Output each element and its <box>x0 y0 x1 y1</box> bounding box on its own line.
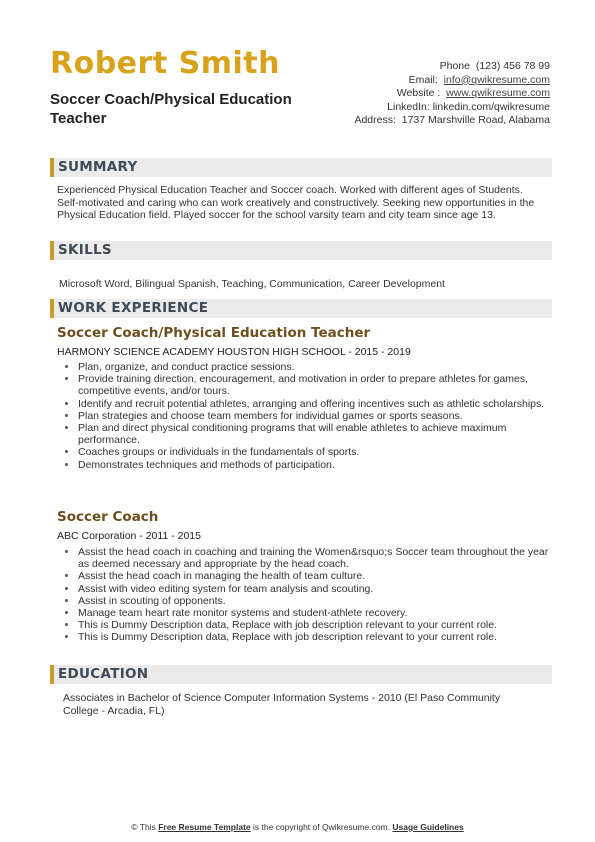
list-item: • Assist the head coach in coaching and training the Women&rsquo;s Soccer team throughout the year as deemed necessary and appropriate by the head coach. <box>78 546 558 570</box>
job-title: Soccer Coach/Physical Education Teacher <box>57 325 371 341</box>
linkedin-label: LinkedIn: <box>387 100 430 113</box>
skills-heading: SKILLS <box>58 242 112 258</box>
job-duties-list <box>62 361 558 471</box>
usage-guidelines-link[interactable]: Usage Guidelines <box>392 822 464 832</box>
job-duties-list <box>62 546 558 644</box>
phone-value: (123) 456 78 99 <box>475 60 550 72</box>
list-item: • Manage team heart rate monitor systems and student-athlete recovery. <box>78 607 558 619</box>
linkedin-value: linkedin.com/qwikresume <box>432 100 550 113</box>
section-accent-bar <box>50 665 54 684</box>
list-item: • Assist in scouting of opponents. <box>78 595 558 607</box>
contact-phone <box>354 60 550 74</box>
skills-section-header <box>50 241 552 260</box>
list-item: • Provide training direction, encouragement, and motivation in order to prepare athletes for games, competitive events, and/or tours. <box>78 373 558 397</box>
education-section-header <box>50 665 552 684</box>
candidate-name: Robert Smith <box>50 46 280 81</box>
education-heading: EDUCATION <box>58 666 149 682</box>
contact-block <box>354 60 550 128</box>
skills-text: Microsoft Word, Bilingual Spanish, Teaching, Communication, Career Development <box>59 278 445 290</box>
phone-label: Phone <box>439 60 470 72</box>
job-company: ABC Corporation - 2011 - 2015 <box>57 530 201 542</box>
list-item: • Assist the head coach in managing the health of team culture. <box>78 570 558 582</box>
candidate-title: Soccer Coach/Physical Education Teacher <box>50 91 292 127</box>
contact-website <box>354 87 550 101</box>
summary-text: Experienced Physical Education Teacher and Soccer coach. Worked with different ages of Students. Self-motivated and caring who can work creatively and constructively. Seeking new opportunities in the Physical Education field. Played soccer for the school varsity team and city team since age 13. <box>57 184 535 221</box>
copyright-footer <box>0 822 595 832</box>
section-accent-bar <box>50 241 54 260</box>
list-item: • This is Dummy Description data, Replace with job description relevant to your current role. <box>78 619 558 631</box>
contact-address <box>354 114 550 128</box>
email-label: Email: <box>408 73 438 86</box>
work-section-header <box>50 299 552 318</box>
website-link[interactable]: www.qwikresume.com <box>446 87 550 99</box>
section-accent-bar <box>50 299 54 318</box>
summary-heading: SUMMARY <box>58 159 138 175</box>
education-text: Associates in Bachelor of Science Computer Information Systems - 2010 (El Paso Community College - Arcadia, FL) <box>63 692 501 717</box>
list-item: • Identify and recruit potential athletes, arranging and offering incentives such as athletic scholarships. <box>78 398 558 410</box>
free-resume-template-link[interactable]: Free Resume Template <box>158 822 251 832</box>
list-item: • Plan, organize, and conduct practice sessions. <box>78 361 558 373</box>
list-item: • Plan and direct physical conditioning programs that will enable athletes to achieve maximum performance. <box>78 422 558 446</box>
contact-email <box>354 74 550 88</box>
footer-prefix: © This <box>131 822 156 832</box>
list-item: • Demonstrates techniques and methods of participation. <box>78 459 558 471</box>
summary-section-header <box>50 158 552 177</box>
job-title: Soccer Coach <box>57 509 159 525</box>
resume-header <box>0 0 595 140</box>
contact-linkedin <box>354 101 550 115</box>
address-value: 1737 Marshville Road, Alabama <box>401 114 550 126</box>
email-link[interactable]: info@qwikresume.com <box>443 73 550 86</box>
footer-middle: is the copyright of Qwikresume.com. <box>253 822 390 832</box>
list-item: • This is Dummy Description data, Replace with job description relevant to your current role. <box>78 631 558 643</box>
list-item: • Coaches groups or individuals in the fundamentals of sports. <box>78 446 558 458</box>
address-label: Address: <box>354 114 396 126</box>
section-accent-bar <box>50 158 54 177</box>
job-company: HARMONY SCIENCE ACADEMY HOUSTON HIGH SCHOOL - 2015 - 2019 <box>57 346 411 358</box>
website-label: Website : <box>396 87 441 99</box>
work-heading: WORK EXPERIENCE <box>58 300 209 316</box>
list-item: • Plan strategies and choose team members for individual games or sports seasons. <box>78 410 558 422</box>
list-item: • Assist with video editing system for team analysis and scouting. <box>78 583 558 595</box>
